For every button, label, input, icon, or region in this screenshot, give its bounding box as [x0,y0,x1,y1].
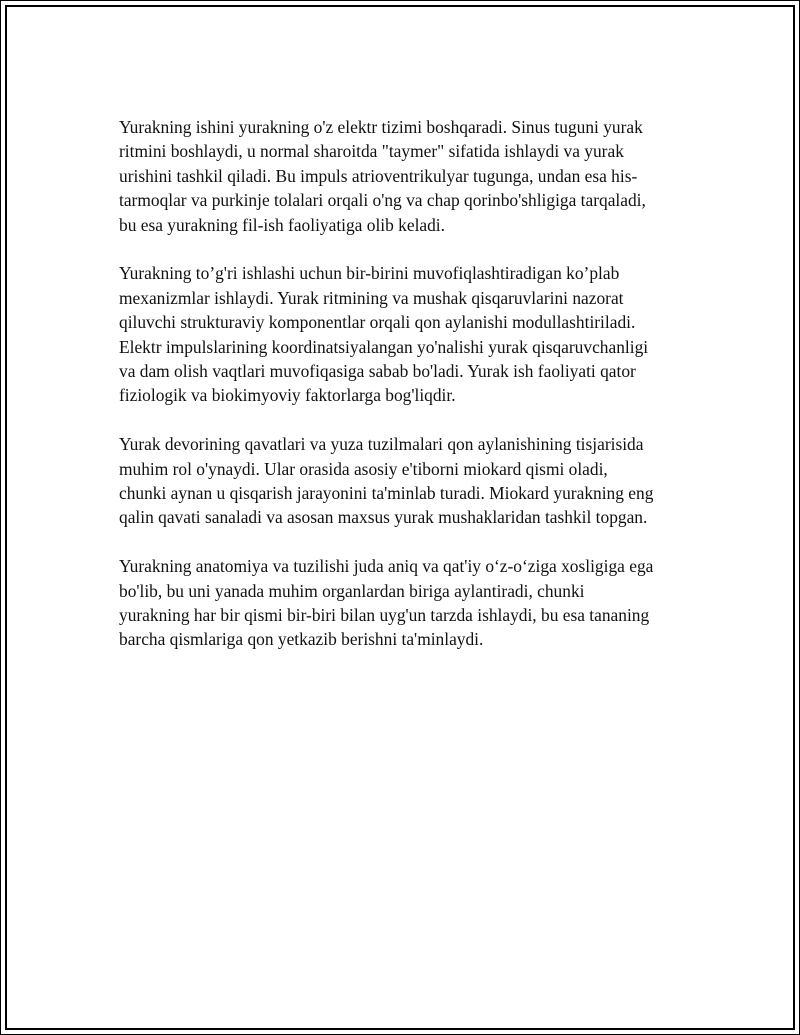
paragraph-line: Yurakning to’g'ri ishlashi uchun bir-birini muvofiqlashtiradigan ko’plab [119,263,620,284]
paragraph-line: Yurakning anatomiya va tuzilishi juda aniq va qat'iy o‘z-o‘ziga xosligiga ega [119,556,654,577]
paragraph-line: yurakning har bir qismi bir-biri bilan uyg'un tarzda ishlaydi, bu esa tananing [119,605,650,626]
paragraph-line: mexanizmlar ishlaydi. Yurak ritmining va mushak qisqaruvlarini nazorat [119,287,624,308]
paragraph-line: qalin qavati sanaladi va asosan maxsus yurak mushaklaridan tashkil topgan. [119,507,648,528]
paragraph-2 [119,261,694,407]
paragraph-line: fiziologik va biokimyoviy faktorlarga bog'liqdir. [119,385,456,406]
paragraph-line: urishini tashkil qiladi. Bu impuls atrioventrikulyar tugunga, undan esa his- [119,165,638,186]
paragraph-line: ritmini boshlaydi, u normal sharoitda "taymer" sifatida ishlaydi va yurak [119,141,624,162]
paragraph-line: qiluvchi strukturaviy komponentlar orqali qon aylanishi modullashtiriladi. [119,312,636,333]
paragraph-line: muhim rol o'ynaydi. Ular orasida asosiy e'tiborni miokard qismi oladi, [119,458,608,479]
paragraph-1 [119,115,694,237]
paragraph-4 [119,554,694,652]
paragraph-line: chunki aynan u qisqarish jarayonini ta'minlab turadi. Miokard yurakning eng [119,483,654,504]
paragraph-line: tarmoqlar va purkinje tolalari orqali o'ng va chap qorinbo'shligiga tarqaladi, [119,190,646,211]
paragraph-line: Elektr impulslarining koordinatsiyalangan yo'nalishi yurak qisqaruvchanligi [119,336,649,357]
paragraph-3 [119,432,694,530]
document-body [119,115,694,676]
paragraph-line: Yurak devorining qavatlari va yuza tuzilmalari qon aylanishining tisjarisida [119,434,644,455]
paragraph-line: Yurakning ishini yurakning o'z elektr tizimi boshqaradi. Sinus tuguni yurak [119,117,643,137]
paragraph-line: va dam olish vaqtlari muvofiqasiga sabab bo'ladi. Yurak ish faoliyati qator [119,361,636,382]
paragraph-line: bo'lib, bu uni yanada muhim organlardan biriga aylantiradi, chunki [119,580,585,601]
paragraph-line: barcha qismlariga qon yetkazib berishni ta'minlaydi. [119,629,484,650]
paragraph-line: bu esa yurakning fil-ish faoliyatiga olib keladi. [119,214,445,235]
